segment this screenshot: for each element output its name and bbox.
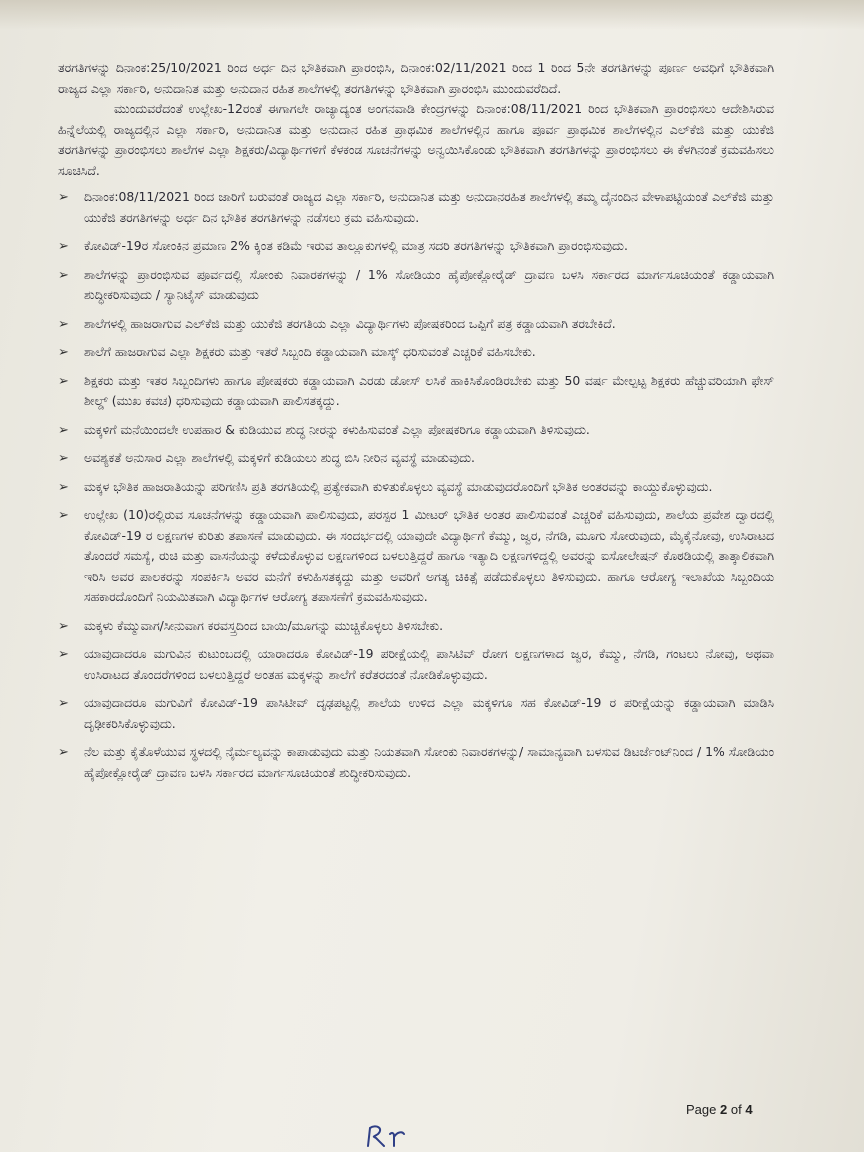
arrowhead-bullet-icon: ➢ <box>58 422 69 438</box>
page-shadow <box>0 0 864 30</box>
list-item <box>58 448 774 469</box>
list-item-text: ಮಕ್ಕಳು ಕೆಮ್ಮುವಾಗ/ಸೀನುವಾಗ ಕರವಸ್ತ್ರದಿಂದ ಬಾಯಿ/ಮೂಗನ್ನು ಮುಚ್ಚಿಕೊಳ್ಳಲು ತಿಳಿಸಬೇಕು. <box>84 617 444 633</box>
list-item-text: ಮಕ್ಕಳಿಗೆ ಮನೆಯಿಂದಲೇ ಉಪಹಾರ & ಕುಡಿಯುವ ಶುದ್ಧ ನೀರನ್ನು ಕಳುಹಿಸುವಂತೆ ಎಲ್ಲಾ ಪೋಷಕರಿಗೂ ಕಡ್ಡಾಯವಾಗಿ ತಿಳಿಸುವುದು. <box>84 421 590 437</box>
arrowhead-bullet-icon: ➢ <box>58 345 69 360</box>
list-item-text: ಶಿಕ್ಷಕರು ಮತ್ತು ಇತರ ಸಿಬ್ಬಂದಿಗಳು ಹಾಗೂ ಪೋಷಕರು ಕಡ್ಡಾಯವಾಗಿ ಎರಡು ಡೋಸ್ ಲಸಿಕೆ ಹಾಕಿಸಿಕೊಂಡಿರಬೇಕು ಮತ್ತು 50 ವರ್ಷ ಮೇಲ್ಪಟ್ಟ ಶಿಕ್ಷಕರು ಹೆಚ್ಚುವರಿಯಾಗಿ ಫೇಸ್ ಶೀಲ್ಡ್ (ಮುಖ ಕವಚ) ಧರಿಸುವುದು ಕಡ್ಡಾಯವಾಗಿ ಪಾಲಿಸತಕ್ಕದ್ದು. <box>84 372 774 408</box>
list-item-text: ಶಾಲೆಗಳನ್ನು ಪ್ರಾರಂಭಿಸುವ ಪೂರ್ವದಲ್ಲಿ ಸೋಂಕು ನಿವಾರಕಗಳನ್ನು / 1% ಸೋಡಿಯಂ ಹೈಪೋಕ್ಲೋರೈಡ್ ದ್ರಾವಣ ಬಳಸಿ ಸರ್ಕಾರದ ಮಾರ್ಗಸೂಚಿಯಂತೆ ಕಡ್ಡಾಯವಾಗಿ ಶುದ್ಧೀಕರಿಸುವುದು / ಸ್ಯಾನಿಟೈಸ್ ಮಾಡುವುದು <box>84 266 774 302</box>
arrowhead-bullet-icon: ➢ <box>58 190 69 205</box>
list-item <box>58 742 774 783</box>
list-item-text: ಯಾವುದಾದರೂ ಮಗುವಿನ ಕುಟುಂಬದಲ್ಲಿ ಯಾರಾದರೂ ಕೋವಿಡ್-19 ಪರೀಕ್ಷೆಯಲ್ಲಿ ಪಾಸಿಟಿವ್ ರೋಗ ಲಕ್ಷಣಗಳಾದ ಜ್ವರ, ಕೆಮ್ಮು, ನೆಗಡಿ, ಗಂಟಲು ನೋವು, ಅಥವಾ ಉಸಿರಾಟದ ತೊಂದರೆಗಳಿಂದ ಬಳಲುತ್ತಿದ್ದರೆ ಅಂತಹ ಮಕ್ಕಳನ್ನು ಶಾಲೆಗೆ ಕರೆತರದಂತೆ ನೋಡಿಕೊಳ್ಳುವುದು. <box>84 646 774 682</box>
arrowhead-bullet-icon: ➢ <box>58 479 69 495</box>
list-item <box>58 420 774 441</box>
arrowhead-bullet-icon: ➢ <box>58 745 69 760</box>
list-item-text: ಅವಶ್ಯಕತೆ ಅನುಸಾರ ಎಲ್ಲಾ ಶಾಲೆಗಳಲ್ಲಿ ಮಕ್ಕಳಿಗೆ ಕುಡಿಯಲು ಶುದ್ಧ ಬಿಸಿ ನೀರಿನ ವ್ಯವಸ್ಥೆ ಮಾಡುವುದು. <box>84 450 475 465</box>
list-item <box>58 342 774 363</box>
list-item <box>58 477 774 498</box>
list-item <box>58 693 774 734</box>
list-item-text: ಶಾಲೆಗೆ ಹಾಜರಾಗುವ ಎಲ್ಲಾ ಶಿಕ್ಷಕರು ಮತ್ತು ಇತರೆ ಸಿಬ್ಬಂದಿ ಕಡ್ಡಾಯವಾಗಿ ಮಾಸ್ಕ್ ಧರಿಸುವಂತೆ ಎಚ್ಚರಿಕೆ ವಹಿಸಬೇಕು. <box>84 344 536 359</box>
arrowhead-bullet-icon: ➢ <box>58 239 69 254</box>
arrowhead-bullet-icon: ➢ <box>58 696 69 711</box>
arrowhead-bullet-icon: ➢ <box>58 647 69 662</box>
handwritten-initials-icon <box>362 1122 418 1150</box>
page-number <box>686 1102 753 1117</box>
intro-paragraph-1: ತರಗತಿಗಳನ್ನು ದಿನಾಂಕ:25/10/2021 ರಿಂದ ಅರ್ಧ ದಿನ ಭೌತಿಕವಾಗಿ ಪ್ರಾರಂಭಿಸಿ, ದಿನಾಂಕ:02/11/2021 ರಿಂದ 1 ರಿಂದ 5ನೇ ತರಗತಿಗಳನ್ನು ಪೂರ್ಣ ಅವಧಿಗೆ ಭೌತಿಕವಾಗಿ ರಾಜ್ಯದ ಎಲ್ಲಾ ಸರ್ಕಾರಿ, ಅನುದಾನಿತ ಮತ್ತು ಅನುದಾನ ರಹಿತ ಶಾಲೆಗಳಲ್ಲಿ ತರಗತಿಗಳನ್ನು ಭೌತಿಕವಾಗಿ ಪ್ರಾರಂಭಿಸಿ ಮುಂದುವರೆದಿದೆ. <box>58 60 774 96</box>
document-body <box>58 58 774 791</box>
page-current: 2 <box>720 1102 728 1117</box>
list-item <box>58 616 774 637</box>
list-item-text: ಯಾವುದಾದರೂ ಮಗುವಿಗೆ ಕೋವಿಡ್-19 ಪಾಸಿಟೀವ್ ದೃಢಪಟ್ಟಲ್ಲಿ ಶಾಲೆಯ ಉಳಿದ ಎಲ್ಲಾ ಮಕ್ಕಳಿಗೂ ಸಹ ಕೋವಿಡ್-19 ರ ಪರೀಕ್ಷೆಯನ್ನು ಕಡ್ಡಾಯವಾಗಿ ಮಾಡಿಸಿ ದೃಢೀಕರಿಸಿಕೊಳ್ಳುವುದು. <box>84 695 774 731</box>
list-item <box>58 644 774 685</box>
instruction-list <box>58 187 774 783</box>
list-item-text: ದಿನಾಂಕ:08/11/2021 ರಿಂದ ಜಾರಿಗೆ ಬರುವಂತೆ ರಾಜ್ಯದ ಎಲ್ಲಾ ಸರ್ಕಾರಿ, ಅನುದಾನಿತ ಮತ್ತು ಅನುದಾನರಹಿತ ಶಾಲೆಗಳಲ್ಲಿ ತಮ್ಮ ದೈನಂದಿನ ವೇಳಾಪಟ್ಟಿಯಂತೆ ಎಲ್‌ಕೆಜಿ ಮತ್ತು ಯುಕೆಜಿ ತರಗತಿಗಳನ್ನು ಅರ್ಧ ದಿನ ಭೌತಿಕ ತರಗತಿಗಳನ್ನು ನಡೆಸಲು ಕ್ರಮ ವಹಿಸುವುದು. <box>84 189 774 225</box>
arrowhead-bullet-icon: ➢ <box>58 373 69 389</box>
page-total: 4 <box>745 1102 753 1117</box>
intro-paragraph-2: ಮುಂದುವರೆದಂತೆ ಉಲ್ಲೇಖ-12ರಂತೆ ಈಗಾಗಲೇ ರಾಜ್ಯಾದ್ಯಂತ ಅಂಗನವಾಡಿ ಕೇಂದ್ರಗಳನ್ನು ದಿನಾಂಕ:08/11/2021 ರಿಂದ ಭೌತಿಕವಾಗಿ ಪ್ರಾರಂಭಿಸಲು ಆದೇಶಿಸಿರುವ ಹಿನ್ನೆಲೆಯಲ್ಲಿ ರಾಜ್ಯದಲ್ಲಿನ ಎಲ್ಲಾ ಸರ್ಕಾರಿ, ಅನುದಾನಿತ ಮತ್ತು ಅನುದಾನ ರಹಿತ ಪ್ರಾಥಮಿಕ ಶಾಲೆಗಳಲ್ಲಿನ ಹಾಗೂ ಪೂರ್ವ ಪ್ರಾಥಮಿಕ ಶಾಲೆಗಳಲ್ಲಿನ ಎಲ್‌ಕೆಜಿ ಮತ್ತು ಯುಕೆಜಿ ತರಗತಿಗಳನ್ನು ಪ್ರಾರಂಭಿಸಲು ಶಾಲೆಗಳ ಎಲ್ಲಾ ಶಿಕ್ಷಕರು/ವಿದ್ಯಾರ್ಥಿಗಳಿಗೆ ಕೆಳಕಂಡ ಸೂಚನೆಗಳನ್ನು ಅನ್ವಯಿಸಿಕೊಂಡು ಭೌತಿಕವಾಗಿ ತರಗತಿಗಳನ್ನು ಪ್ರಾರಂಭಿಸಲು ಈ ಕೆಳಗಿನಂತೆ ಕ್ರಮವಹಿಸಲು ಸೂಚಿಸಿದೆ. <box>58 101 774 178</box>
list-item <box>58 505 774 608</box>
list-item <box>58 236 774 257</box>
list-item-text: ಮಕ್ಕಳ ಭೌತಿಕ ಹಾಜರಾತಿಯನ್ನು ಪರಿಗಣಿಸಿ ಪ್ರತಿ ತರಗತಿಯಲ್ಲಿ ಪ್ರತ್ಯೇಕವಾಗಿ ಕುಳಿತುಕೊಳ್ಳಲು ವ್ಯವಸ್ಥೆ ಮಾಡುವುದರೊಂದಿಗೆ ಭೌತಿಕ ಅಂತರವನ್ನು ಕಾಯ್ದುಕೊಳ್ಳುವುದು. <box>84 478 713 494</box>
arrowhead-bullet-icon: ➢ <box>58 316 69 332</box>
arrowhead-bullet-icon: ➢ <box>58 618 69 634</box>
list-item-text: ಕೋವಿಡ್-19ರ ಸೋಂಕಿನ ಪ್ರಮಾಣ 2% ಕ್ಕಿಂತ ಕಡಿಮೆ ಇರುವ ತಾಲ್ಲೂಕುಗಳಲ್ಲಿ ಮಾತ್ರ ಸದರಿ ತರಗತಿಗಳನ್ನು ಭೌತಿಕವಾಗಿ ಪ್ರಾರಂಭಿಸುವುದು. <box>84 238 628 253</box>
arrowhead-bullet-icon: ➢ <box>58 508 69 523</box>
arrowhead-bullet-icon: ➢ <box>58 267 69 283</box>
list-item <box>58 371 774 412</box>
list-item <box>58 314 774 335</box>
page-word: Page <box>686 1102 717 1117</box>
list-item-text: ಉಲ್ಲೇಖ (10)ರಲ್ಲಿರುವ ಸೂಚನೆಗಳನ್ನು ಕಡ್ಡಾಯವಾಗಿ ಪಾಲಿಸುವುದು, ಪರಸ್ಪರ 1 ಮೀಟರ್ ಭೌತಿಕ ಅಂತರ ಪಾಲಿಸುವಂತೆ ಎಚ್ಚರಿಕೆ ವಹಿಸುವುದು, ಶಾಲೆಯ ಪ್ರವೇಶ ದ್ವಾರದಲ್ಲಿ ಕೋವಿಡ್-19 ರ ಲಕ್ಷಣಗಳ ಕುರಿತು ತಪಾಸಣೆ ಮಾಡುವುದು. ಈ ಸಂದರ್ಭದಲ್ಲಿ ಯಾವುದೇ ವಿದ್ಯಾರ್ಥಿಗೆ ಕೆಮ್ಮು, ಜ್ವರ, ನೆಗಡಿ, ಮೂಗು ಸೋರುವುದು, ಮೈಕೈನೋವು, ಉಸಿರಾಟದ ತೊಂದರೆ ಸಮಸ್ಯೆ, ರುಚಿ ಮತ್ತು ವಾಸನೆಯನ್ನು ಕಳೆದುಕೊಳ್ಳುವ ಲಕ್ಷಣಗಳಿಂದ ಬಳಲುತ್ತಿದ್ದರೆ ಹಾಗೂ ಇತ್ಯಾದಿ ಲಕ್ಷಣಗಳಿದ್ದಲ್ಲಿ ಅವರನ್ನು ಐಸೋಲೇಷನ್ ಕೊಠಡಿಯಲ್ಲಿ ತಾತ್ಕಾಲಿಕವಾಗಿ ಇರಿಸಿ ಅವರ ಪಾಲಕರನ್ನು ಸಂಪರ್ಕಿಸಿ ಅವರ ಮನೆಗೆ ಕಳುಹಿಸತಕ್ಕದ್ದು ಮತ್ತು ಅವರಿಗೆ ಅಗತ್ಯ ಚಿಕಿತ್ಸೆ ಪಡೆದುಕೊಳ್ಳಲು ತಿಳಿಸುವುದು. ಹಾಗೂ ಆರೋಗ್ಯ ಇಲಾಖೆಯ ಸಿಬ್ಬಂದಿಯ ಸಹಕಾರದೊಂದಿಗೆ ನಿಯಮಿತವಾಗಿ ವಿದ್ಯಾರ್ಥಿಗಳ ಆರೋಗ್ಯ ತಪಾಸಣೆಗೆ ಕ್ರಮವಹಿಸುವುದು. <box>84 507 774 604</box>
list-item-text: ಶಾಲೆಗಳಲ್ಲಿ ಹಾಜರಾಗುವ ಎಲ್‌ಕೆಜಿ ಮತ್ತು ಯುಕೆಜಿ ತರಗತಿಯ ಎಲ್ಲಾ ವಿದ್ಯಾರ್ಥಿಗಳು ಪೋಷಕರಿಂದ ಒಪ್ಪಿಗೆ ಪತ್ರ ಕಡ್ಡಾಯವಾಗಿ ತರಬೇಕಿದೆ. <box>84 315 616 331</box>
list-item <box>58 187 774 228</box>
arrowhead-bullet-icon: ➢ <box>58 451 69 466</box>
page-of: of <box>730 1102 742 1117</box>
list-item-text: ನೆಲ ಮತ್ತು ಕೈತೊಳೆಯುವ ಸ್ಥಳದಲ್ಲಿ ನೈರ್ಮಲ್ಯವನ್ನು ಕಾಪಾಡುವುದು ಮತ್ತು ನಿಯತವಾಗಿ ಸೋಂಕು ನಿವಾರಕಗಳನ್ನು/ ಸಾಮಾನ್ಯವಾಗಿ ಬಳಸುವ ಡಿಟರ್ಜೆಂಟ್‌ನಿಂದ / 1% ಸೋಡಿಯಂ ಹೈಪೋಕ್ಲೋರೈಡ್ ದ್ರಾವಣ ಬಳಸಿ ಸರ್ಕಾರದ ಮಾರ್ಗಸೂಚಿಯಂತೆ ಶುದ್ಧೀಕರಿಸುವುದು. <box>84 744 774 780</box>
list-item <box>58 265 774 306</box>
